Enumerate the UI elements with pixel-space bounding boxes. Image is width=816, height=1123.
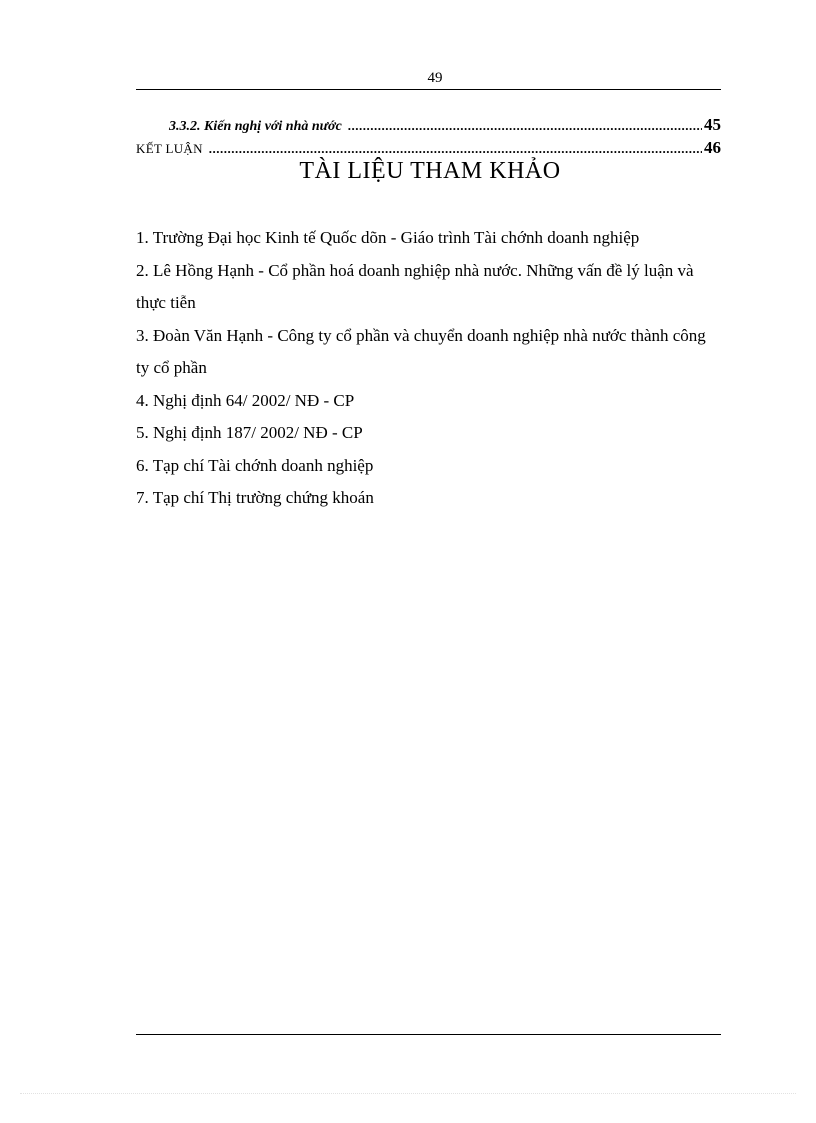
references-list xyxy=(136,222,721,515)
toc-leader-dots xyxy=(348,118,702,134)
reference-item: 7. Tạp chí Thị trường chứng khoán xyxy=(136,488,374,507)
reference-item: 5. Nghị định 187/ 2002/ NĐ - CP xyxy=(136,423,363,442)
toc-entry-page: 46 xyxy=(704,138,721,157)
reference-item: 3. Đoàn Văn Hạnh - Công ty cổ phần và chuyển doanh nghiệp nhà nước thành công ty cổ phần xyxy=(136,325,706,377)
reference-item: 1. Trường Đại học Kinh tế Quốc dõn - Giáo trình Tài chớnh doanh nghiệp xyxy=(136,228,640,247)
references-heading: TÀI LIỆU THAM KHẢO xyxy=(299,158,561,184)
header-rule xyxy=(136,89,721,90)
toc-entry-title: 3.3.2. Kiến nghị với nhà nước xyxy=(169,119,342,134)
page-number: 49 xyxy=(427,70,443,86)
page-edge-dotted-line xyxy=(20,1093,796,1094)
reference-item: 4. Nghị định 64/ 2002/ NĐ - CP xyxy=(136,390,355,410)
footer-rule xyxy=(136,1034,721,1035)
toc-entry-page: 45 xyxy=(704,115,721,134)
toc-entry-title: KẾT LUẬN xyxy=(136,141,203,156)
toc-entry xyxy=(136,138,721,158)
toc-entry xyxy=(136,115,721,135)
toc-leader-dots xyxy=(209,141,702,157)
reference-item: 6. Tạp chí Tài chớnh doanh nghiệp xyxy=(136,455,374,475)
reference-item: 2. Lê Hồng Hạnh - Cổ phần hoá doanh nghiệp nhà nước. Những vấn đề lý luận và thực tiễn xyxy=(136,260,694,312)
